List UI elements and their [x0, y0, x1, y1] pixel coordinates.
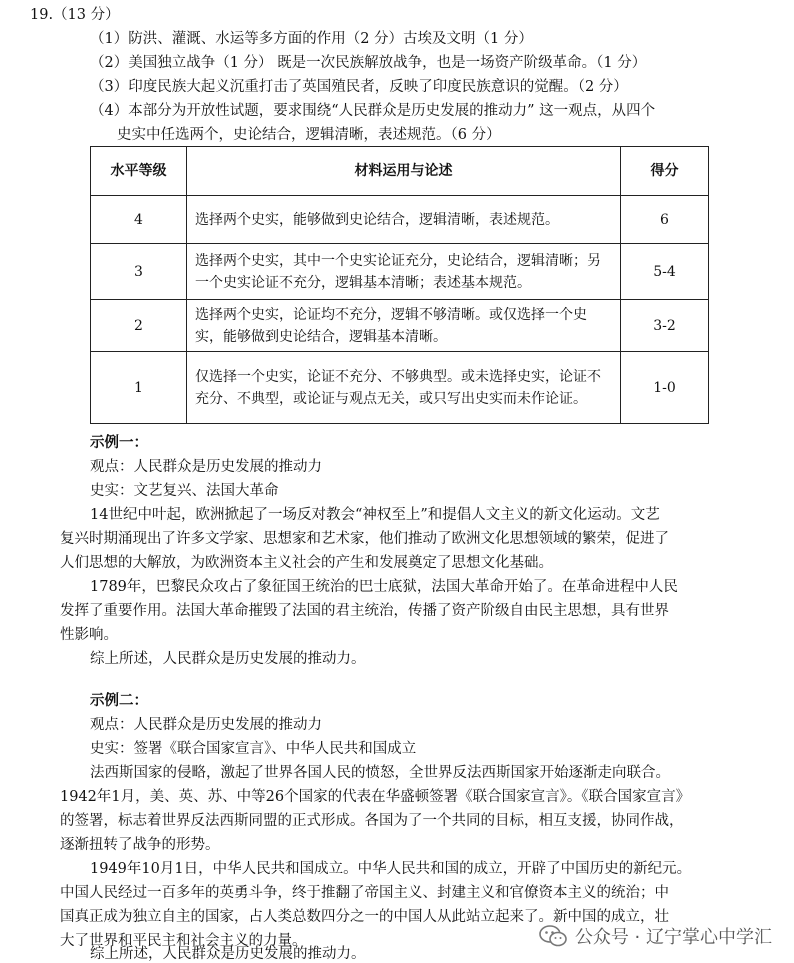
- row-description: 选择两个史实，能够做到史论结合，逻辑清晰，表述规范。: [187, 196, 621, 244]
- example-1-viewpoint: 观点：人民群众是历史发展的推动力: [90, 459, 322, 475]
- table-row: [91, 300, 709, 352]
- answer-1: （1）防洪、灌溉、水运等多方面的作用（2 分）古埃及文明（1 分）: [90, 31, 533, 47]
- answer-3: （3）印度民族大起义沉重打击了英国殖民者，反映了印度民族意识的觉醒。（2 分）: [90, 79, 628, 95]
- scoring-rubric-table: [90, 146, 709, 424]
- row-description: 选择两个史实，其中一个史实论证充分，史论结合，逻辑清晰；另一个史实论证不充分，逻辑基本清晰；表述基本规范。: [187, 244, 621, 300]
- row-level: 2: [91, 300, 187, 352]
- example-2-p1-line-1: 1942年1月，美、英、苏、中等26个国家的代表在华盛顿签署《联合国家宣言》。《联合国家宣言》: [60, 789, 691, 805]
- example-2-p1-line-3: 逐渐扭转了战争的形势。: [60, 837, 220, 853]
- example-2-viewpoint: 观点：人民群众是历史发展的推动力: [90, 717, 322, 733]
- header-level: 水平等级: [91, 147, 187, 196]
- example-1-p1-line-2: 复兴时期涌现出了许多文学家、思想家和艺术家，他们推动了欧洲文化思想领域的繁荣，促进了: [60, 531, 669, 547]
- example-1-conclusion: 综上所述，人民群众是历史发展的推动力。: [90, 651, 366, 667]
- example-2-p2-line-2: 中国人民经过一百多年的英勇斗争，终于推翻了帝国主义、封建主义和官僚资本主义的统治；中: [60, 885, 669, 901]
- example-2-p2-line-1: 1949年10月1日，中华人民共和国成立。中华人民共和国的成立，开辟了中国历史的新纪元。: [90, 861, 692, 877]
- example-2-p2-line-4: 大了世界和平民主和社会主义的力量。: [60, 933, 307, 949]
- watermark: [539, 923, 772, 949]
- header-score: 得分: [621, 147, 709, 196]
- example-1-p1-line-3: 人们思想的大解放，为欧洲资本主义社会的产生和发展奠定了思想文化基础。: [60, 555, 553, 571]
- example-1-p2-line-2: 发挥了重要作用。法国大革命摧毁了法国的君主统治，传播了资产阶级自由民主思想，具有世界: [60, 603, 669, 619]
- table-header-row: [91, 147, 709, 196]
- answer-4-line-1: （4）本部分为开放性试题，要求围绕“人民群众是历史发展的推动力” 这一观点，从四个: [90, 103, 656, 119]
- row-score: 5-4: [621, 244, 709, 300]
- row-description: 仅选择一个史实，论证不充分、不够典型。或未选择史实，论证不充分、不典型，或论证与观点无关，或只写出史实而未作论证。: [187, 352, 621, 424]
- row-score: 3-2: [621, 300, 709, 352]
- row-level: 4: [91, 196, 187, 244]
- row-score: 6: [621, 196, 709, 244]
- table-row: [91, 352, 709, 424]
- example-2-p2-line-3: 国真正成为独立自主的国家，占人类总数四分之一的中国人从此站立起来了。新中国的成立，壮: [60, 909, 669, 925]
- row-description: 选择两个史实，论证均不充分，逻辑不够清晰。或仅选择一个史实，能够做到史论结合，逻辑基本清晰。: [187, 300, 621, 352]
- example-1-p2-line-3: 性影响。: [60, 627, 118, 643]
- watermark-text: 公众号 · 辽宁掌心中学汇: [574, 927, 772, 948]
- example-1-title: 示例一：: [90, 434, 148, 451]
- example-1-facts: 史实：文艺复兴、法国大革命: [90, 483, 279, 499]
- example-2-conclusion: 综上所述，人民群众是历史发展的推动力。: [90, 946, 366, 962]
- question-number: 19.（13 分）: [30, 7, 120, 23]
- example-1-p2-line-1: 1789年，巴黎民众攻占了象征国王统治的巴士底狱，法国大革命开始了。在革命进程中人民: [90, 579, 678, 595]
- row-score: 1-0: [621, 352, 709, 424]
- example-2-facts: 史实：签署《联合国家宣言》、中华人民共和国成立: [90, 741, 417, 757]
- table-row: [91, 244, 709, 300]
- example-2-p1-line-2: 的签署，标志着世界反法西斯同盟的正式形成。各国为了一个共同的目标，相互支援，协同作战，: [60, 813, 684, 829]
- row-level: 1: [91, 352, 187, 424]
- example-2-title: 示例二：: [90, 692, 148, 709]
- answer-4-line-2: 史实中任选两个，史论结合，逻辑清晰，表述规范。（6 分）: [117, 127, 501, 143]
- answer-2: （2）美国独立战争（1 分） 既是一次民族解放战争，也是一场资产阶级革命。（1 分）: [90, 55, 647, 71]
- row-level: 3: [91, 244, 187, 300]
- table-row: [91, 196, 709, 244]
- example-2-p0: 法西斯国家的侵略，激起了世界各国人民的愤怒，全世界反法西斯国家开始逐渐走向联合。: [90, 765, 670, 781]
- example-1-p1-line-1: 14世纪中叶起，欧洲掀起了一场反对教会“神权至上”和提倡人文主义的新文化运动。文艺: [90, 507, 660, 523]
- wechat-icon: [539, 925, 567, 947]
- header-description: 材料运用与论述: [187, 147, 621, 196]
